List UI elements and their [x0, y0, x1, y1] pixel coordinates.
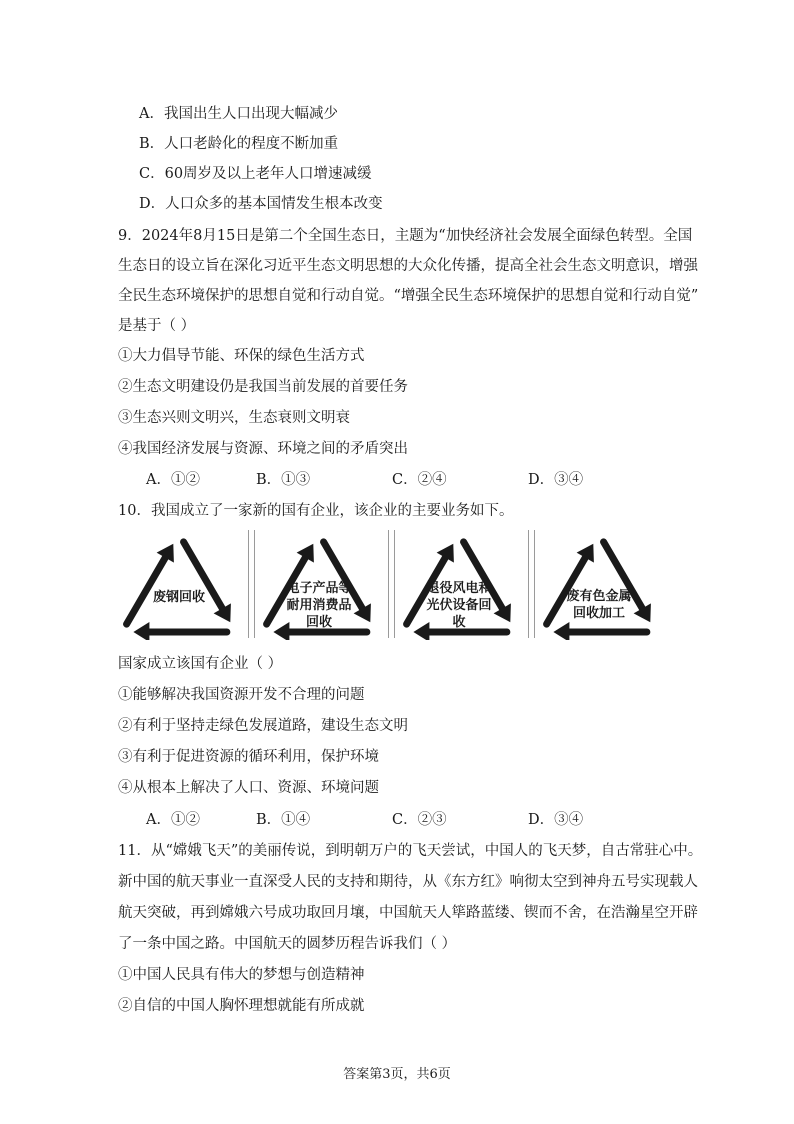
q8-option-d: D．人口众多的基本国情发生根本改变 [139, 196, 383, 212]
business-label-line: 回收加工 [572, 606, 625, 621]
q9-statement: ③生态兴则文明兴，生态衰则文明衰 [118, 410, 350, 426]
q10-choice-c: C．②③ [392, 812, 447, 828]
recycle-triangle-icon [114, 528, 244, 640]
business-label-line: 耐用消费品 [286, 598, 352, 613]
divider [388, 530, 389, 638]
recycle-triangle-icon [534, 528, 664, 640]
business-card [534, 528, 664, 640]
q9-statement: ①大力倡导节能、环保的绿色生活方式 [118, 348, 365, 364]
q11-stem-line: 11．从“嫦娥飞天”的美丽传说，到明朝万户的飞天尝试，中国人的飞天梦，自古常驻心中。 [118, 843, 703, 859]
q9-choice-d: D．③④ [528, 472, 584, 488]
q10-question: 国家成立该国有企业（ ） [118, 656, 283, 672]
business-label [254, 580, 384, 631]
q10-statement: ①能够解决我国资源开发不合理的问题 [118, 687, 365, 703]
business-label-line: 回收 [305, 615, 332, 630]
q8-option-c: C．60周岁及以上老年人口增速减缓 [139, 166, 372, 182]
q11-stem-line: 新中国的航天事业一直深受人民的支持和期待，从《东方红》响彻太空到神舟五号实现载人 [118, 874, 698, 890]
q9-choice-c: C．②④ [392, 472, 447, 488]
business-label-line: 退役风电和 [426, 581, 492, 596]
divider [528, 530, 529, 638]
q10-choice-a: A．①② [146, 812, 200, 828]
divider [248, 530, 249, 638]
business-card [394, 528, 524, 640]
q10-statement: ③有利于促进资源的循环利用，保护环境 [118, 749, 379, 765]
q9-stem-line: 全民生态环境保护的思想自觉和行动自觉。“增强全民生态环境保护的思想自觉和行动自觉” [118, 288, 699, 304]
business-label-line: 废钢回收 [152, 590, 205, 605]
business-card [254, 528, 384, 640]
business-label-line: 光伏设备回 [426, 598, 492, 613]
page-footer: 答案第3页，共6页 [343, 1067, 451, 1082]
q11-stem-line: 了一条中国之路。中国航天的圆梦历程告诉我们（ ） [118, 936, 457, 952]
q9-statement: ④我国经济发展与资源、环境之间的矛盾突出 [118, 441, 408, 457]
business-label-line: 电子产品等 [286, 581, 352, 596]
q9-choice-a: A．①② [146, 472, 200, 488]
q9-choice-b: B．①③ [256, 472, 311, 488]
q11-stem-line: 航天突破，再到嫦娥六号成功取回月壤，中国航天人筚路蓝缕、锲而不舍，在浩瀚星空开辟 [118, 905, 698, 921]
q9-stem-line: 生态日的设立旨在深化习近平生态文明思想的大众化传播，提高全社会生态文明意识，增强 [118, 258, 698, 274]
business-label [394, 580, 524, 631]
q8-option-b: B．人口老龄化的程度不断加重 [139, 136, 339, 152]
q9-stem-line: 9．2024年8月15日是第二个全国生态日，主题为“加快经济社会发展全面绿色转型。全国 [118, 228, 693, 244]
q11-statement: ①中国人民具有伟大的梦想与创造精神 [118, 967, 365, 983]
business-label-line: 废有色金属 [566, 589, 632, 604]
business-label [114, 589, 244, 606]
business-label [534, 588, 664, 622]
q11-statement: ②自信的中国人胸怀理想就能有所成就 [118, 998, 365, 1014]
q8-option-a: A．我国出生人口出现大幅减少 [139, 106, 338, 122]
business-card [114, 528, 244, 640]
q10-choice-d: D．③④ [528, 812, 584, 828]
q10-stem: 10．我国成立了一家新的国有企业，该企业的主要业务如下。 [118, 503, 514, 519]
q9-statement: ②生态文明建设仍是我国当前发展的首要任务 [118, 379, 408, 395]
business-label-line: 收 [452, 615, 466, 630]
q10-statement: ②有利于坚持走绿色发展道路，建设生态文明 [118, 718, 408, 734]
q10-choice-b: B．①④ [256, 812, 311, 828]
q9-stem-line: 是基于（ ） [118, 318, 196, 334]
q10-statement: ④从根本上解决了人口、资源、环境问题 [118, 780, 379, 796]
